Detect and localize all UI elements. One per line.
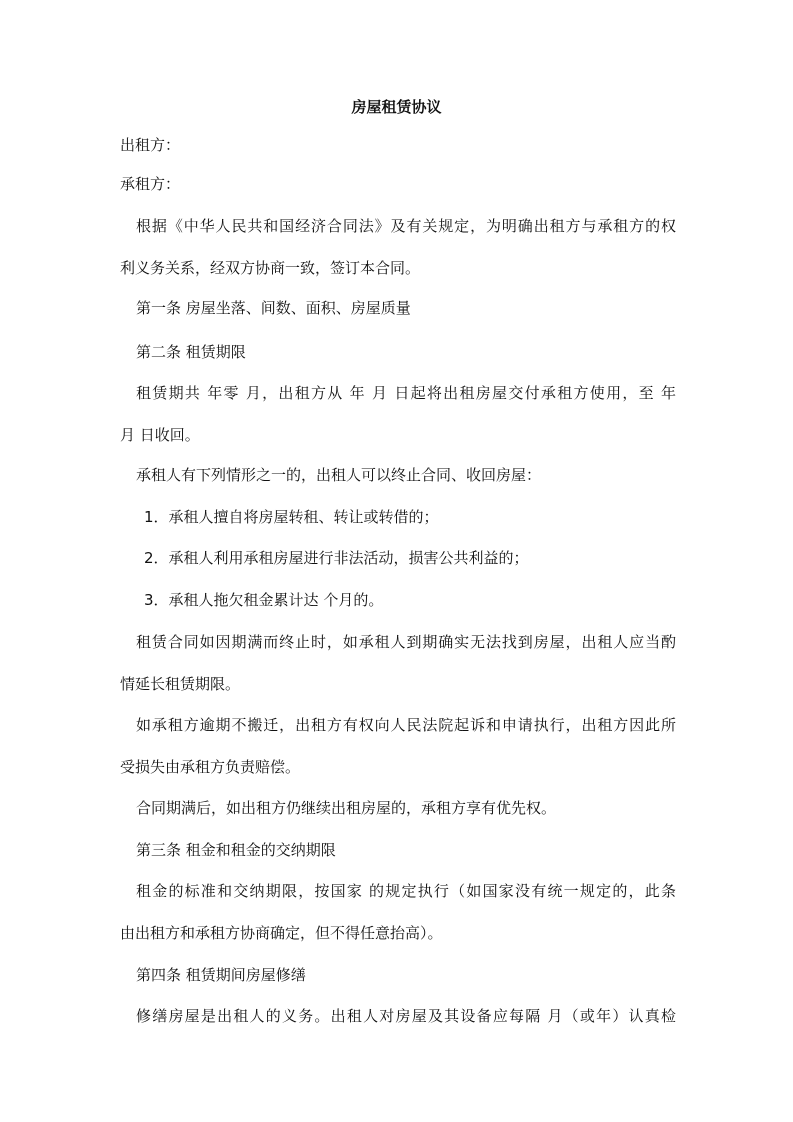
article-3-heading: 第三条 租金和租金的交纳期限 [136, 841, 336, 859]
termination-item-3: 3．承租人拖欠租金累计达 个月的。 [144, 591, 384, 609]
intro-line-1: 根据《中华人民共和国经济合同法》及有关规定，为明确出租方与承租方的权 [136, 217, 676, 235]
intro-line-2: 利义务关系，经双方协商一致，签订本合同。 [120, 259, 421, 277]
article-2-heading: 第二条 租赁期限 [136, 343, 246, 361]
priority-line: 合同期满后，如出租方仍继续出租房屋的，承租方享有优先权。 [136, 799, 557, 817]
document-title: 房屋租赁协议 [351, 98, 442, 116]
lessor-label: 出租方： [120, 136, 181, 154]
rent-line-2: 由出租方和承租方协商确定，但不得任意抬高）。 [120, 924, 443, 942]
expiry-line-2: 情延长租赁期限。 [120, 675, 241, 693]
termination-item-2: 2．承租人利用承租房屋进行非法活动，损害公共利益的； [144, 549, 529, 567]
rent-line-1: 租金的标准和交纳期限，按国家 的规定执行（如国家没有统一规定的，此条 [136, 882, 676, 900]
termination-item-1: 1．承租人擅自将房屋转租、转让或转借的； [144, 508, 439, 526]
lessee-label: 承租方： [120, 175, 181, 193]
article-1-heading: 第一条 房屋坐落、间数、面积、房屋质量 [136, 299, 411, 317]
repair-line-1: 修缮房屋是出租人的义务。出租人对房屋及其设备应每隔 月（或年）认真检 [136, 1007, 676, 1025]
overdue-line-2: 受损失由承租方负责赔偿。 [120, 758, 301, 776]
article-4-heading: 第四条 租赁期间房屋修缮 [136, 966, 306, 984]
expiry-line-1: 租赁合同如因期满而终止时，如承租人到期确实无法找到房屋，出租人应当酌 [136, 633, 676, 651]
term-line-2: 月 日收回。 [120, 426, 200, 444]
termination-intro: 承租人有下列情形之一的，出租人可以终止合同、收回房屋： [136, 466, 542, 484]
term-line-1: 租赁期共 年零 月，出租方从 年 月 日起将出租房屋交付承租方使用，至 年 [136, 384, 676, 402]
overdue-line-1: 如承租方逾期不搬迁，出租方有权向人民法院起诉和申请执行，出租方因此所 [136, 716, 676, 734]
